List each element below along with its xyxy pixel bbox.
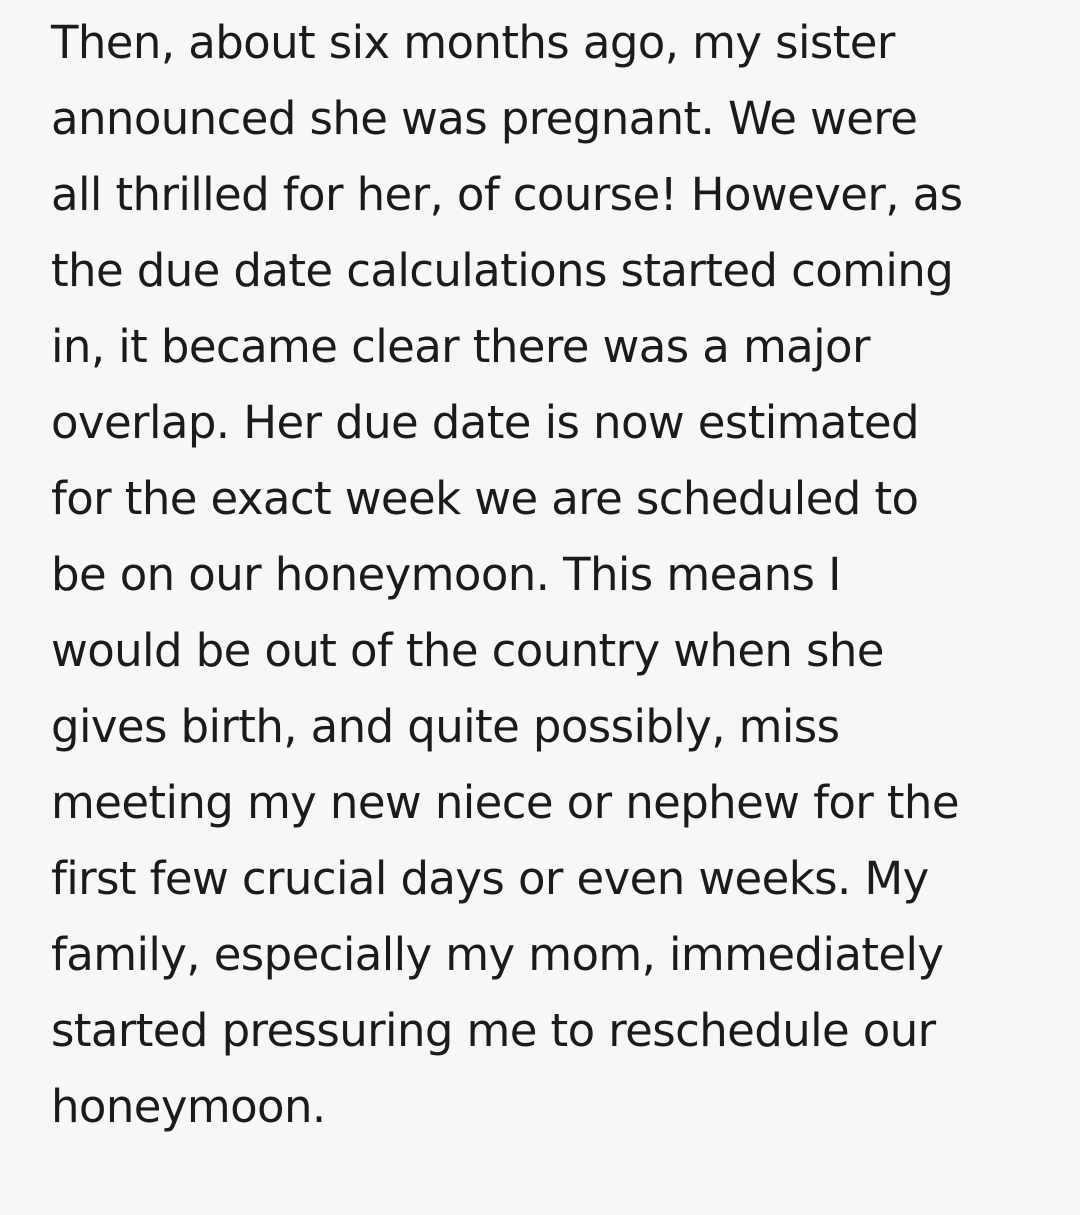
text-line: started pressuring me to reschedule our <box>51 1004 936 1057</box>
text-line: gives birth, and quite possibly, miss <box>51 700 840 753</box>
text-line: family, especially my mom, immediately <box>51 928 944 981</box>
text-line: all thrilled for her, of course! However, as <box>51 168 963 221</box>
text-line: first few crucial days or even weeks. My <box>51 852 929 905</box>
text-line: in, it became clear there was a major <box>51 320 870 373</box>
text-line: overlap. Her due date is now estimated <box>51 396 919 449</box>
text-line: would be out of the country when she <box>51 624 884 677</box>
text-line: meeting my new niece or nephew for the <box>51 776 959 829</box>
text-line: Then, about six months ago, my sister <box>51 16 895 69</box>
text-line: announced she was pregnant. We were <box>51 92 918 145</box>
text-line: for the exact week we are scheduled to <box>51 472 919 525</box>
post-body-text <box>51 5 1051 1145</box>
text-line: be on our honeymoon. This means I <box>51 548 841 601</box>
text-line: the due date calculations started coming <box>51 244 954 297</box>
text-line: honeymoon. <box>51 1080 326 1133</box>
